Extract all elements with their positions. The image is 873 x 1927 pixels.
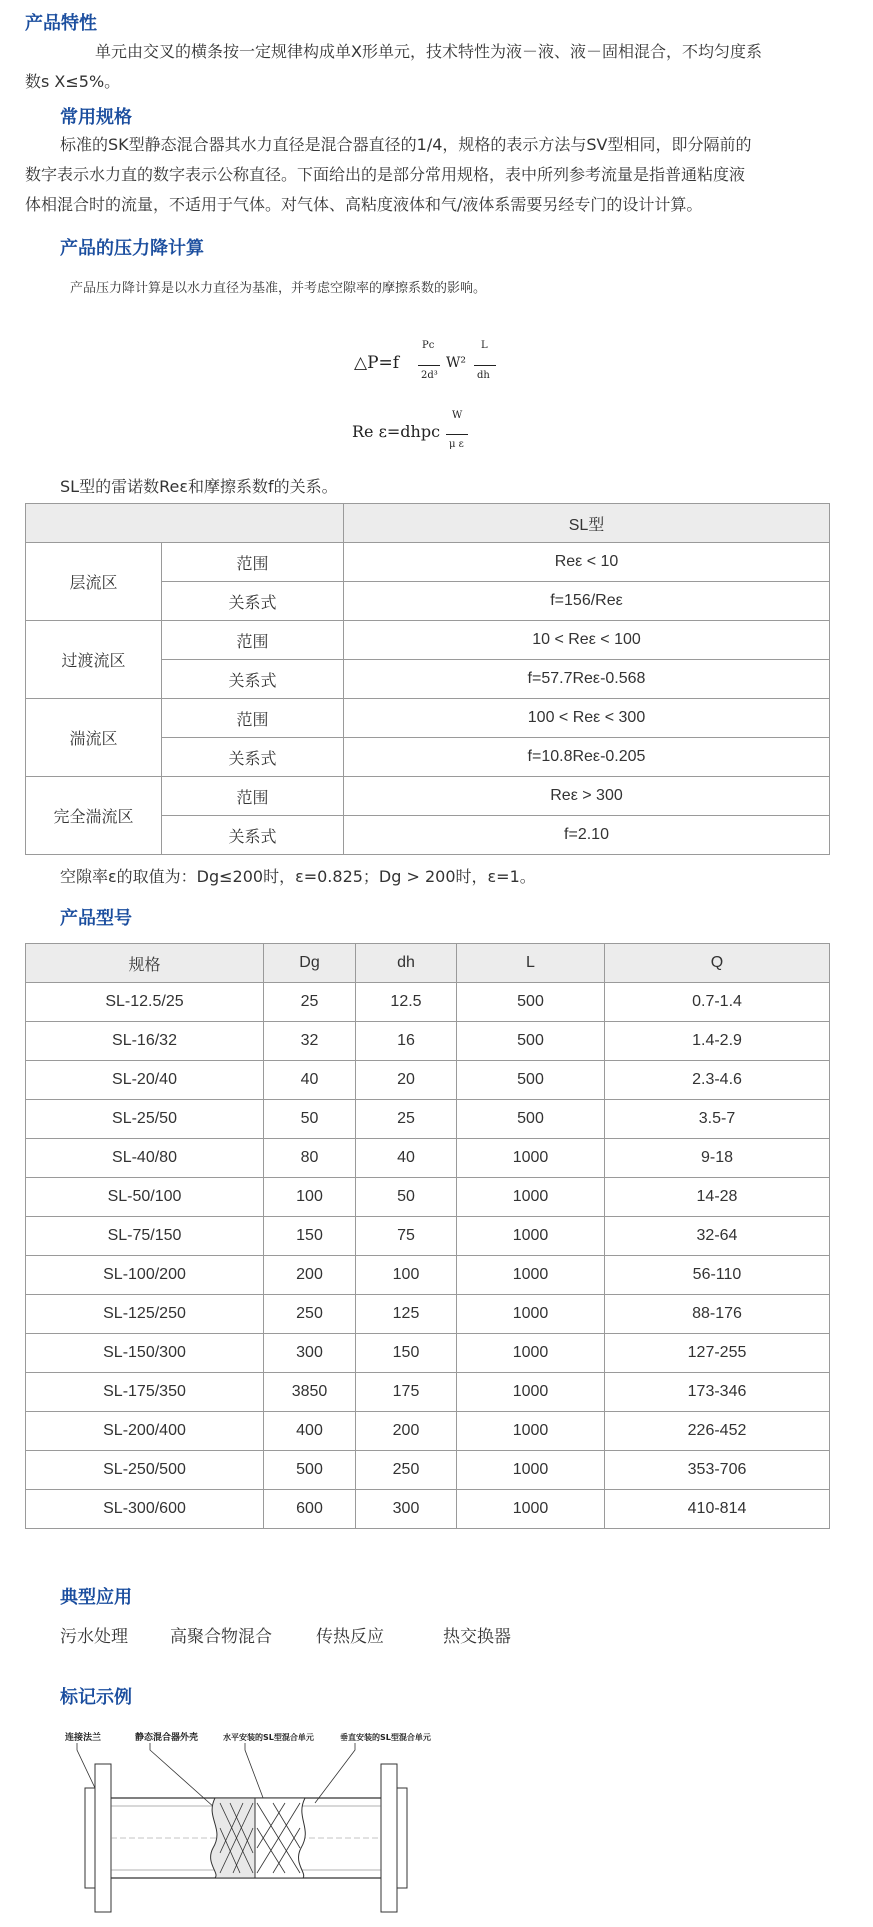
relation-label: 关系式 <box>162 660 344 699</box>
relation-header-blank <box>26 504 344 543</box>
left-flange <box>95 1764 111 1912</box>
relation-row <box>26 777 830 816</box>
formula2-frac-num: W <box>452 410 463 421</box>
marking-heading: 标记示例 <box>60 1687 132 1708</box>
applications-list <box>0 1622 873 1646</box>
formula1-lhs: △P=f <box>354 353 400 373</box>
cell-dh: 16 <box>356 1022 457 1061</box>
formula1-frac2-bar <box>474 365 496 366</box>
model-row <box>26 983 830 1022</box>
cell-l: 1000 <box>457 1373 605 1412</box>
pressure-heading: 产品的压力降计算 <box>60 238 204 259</box>
cell-q: 226-452 <box>605 1412 830 1451</box>
cell-dh: 40 <box>356 1139 457 1178</box>
cell-q: 0.7-1.4 <box>605 983 830 1022</box>
cell-spec: SL-250/500 <box>26 1451 264 1490</box>
formula2-frac-bar <box>446 434 468 435</box>
cell-spec: SL-25/50 <box>26 1100 264 1139</box>
col-header-dg: Dg <box>264 944 356 983</box>
cell-q: 32-64 <box>605 1217 830 1256</box>
model-row <box>26 1373 830 1412</box>
label-flange: 连接法兰 <box>65 1733 102 1743</box>
relation-value: f=156/Reε <box>344 582 830 621</box>
relation-label: 关系式 <box>162 816 344 855</box>
cell-spec: SL-20/40 <box>26 1061 264 1100</box>
range-label: 范围 <box>162 543 344 582</box>
formula-reynolds <box>352 410 502 460</box>
relation-header-row <box>26 504 830 543</box>
cell-dh: 50 <box>356 1178 457 1217</box>
relation-row <box>26 621 830 660</box>
range-value: Reε < 10 <box>344 543 830 582</box>
cell-dh: 12.5 <box>356 983 457 1022</box>
model-row <box>26 1256 830 1295</box>
formula1-mid: W² <box>446 355 467 371</box>
cell-dg: 300 <box>264 1334 356 1373</box>
cell-dg: 40 <box>264 1061 356 1100</box>
relation-row <box>26 543 830 582</box>
cell-dg: 25 <box>264 983 356 1022</box>
col-header-spec: 规格 <box>26 944 264 983</box>
relation-row <box>26 699 830 738</box>
mixing-elements <box>211 1798 306 1878</box>
cell-dg: 32 <box>264 1022 356 1061</box>
region-name: 湍流区 <box>26 699 162 777</box>
features-heading: 产品特性 <box>25 13 97 34</box>
application-item: 传热反应 <box>316 1627 384 1647</box>
cell-q: 9-18 <box>605 1139 830 1178</box>
cell-l: 1000 <box>457 1178 605 1217</box>
cell-dh: 300 <box>356 1490 457 1529</box>
relation-header-sl: SL型 <box>344 504 830 543</box>
cell-l: 500 <box>457 1100 605 1139</box>
specs-text-line1: 标准的SK型静态混合器其水力直径是混合器直径的1/4，规格的表示方法与SV型相同，即分隔前的 <box>60 135 752 154</box>
cell-q: 127-255 <box>605 1334 830 1373</box>
relation-caption: SL型的雷诺数Reε和摩擦系数f的关系。 <box>60 477 338 496</box>
model-row <box>26 1490 830 1529</box>
cell-l: 500 <box>457 1022 605 1061</box>
cell-dh: 175 <box>356 1373 457 1412</box>
cell-dg: 50 <box>264 1100 356 1139</box>
cell-spec: SL-100/200 <box>26 1256 264 1295</box>
model-row <box>26 1061 830 1100</box>
col-header-dh: dh <box>356 944 457 983</box>
cell-dg: 80 <box>264 1139 356 1178</box>
cell-spec: SL-125/250 <box>26 1295 264 1334</box>
cell-q: 3.5-7 <box>605 1100 830 1139</box>
features-text-line2: 数s X≤5%。 <box>25 72 121 91</box>
mixer-diagram <box>55 1728 445 1922</box>
formula2-frac-den: μ ε <box>449 439 464 450</box>
cell-q: 173-346 <box>605 1373 830 1412</box>
cell-l: 1000 <box>457 1451 605 1490</box>
specs-heading: 常用规格 <box>60 107 132 128</box>
models-table <box>25 943 830 1529</box>
cell-l: 1000 <box>457 1412 605 1451</box>
cell-spec: SL-75/150 <box>26 1217 264 1256</box>
model-row <box>26 1022 830 1061</box>
cell-dg: 400 <box>264 1412 356 1451</box>
cell-q: 56-110 <box>605 1256 830 1295</box>
cell-q: 1.4-2.9 <box>605 1022 830 1061</box>
cell-spec: SL-40/80 <box>26 1139 264 1178</box>
cell-dg: 3850 <box>264 1373 356 1412</box>
formula1-frac1-num: Pc <box>422 340 435 351</box>
label-horizontal-unit: 水平安装的SL型混合单元 <box>223 1733 314 1742</box>
models-header-row <box>26 944 830 983</box>
cell-dh: 125 <box>356 1295 457 1334</box>
cell-l: 1000 <box>457 1256 605 1295</box>
cell-q: 410-814 <box>605 1490 830 1529</box>
model-row <box>26 1295 830 1334</box>
cell-dh: 20 <box>356 1061 457 1100</box>
model-row <box>26 1412 830 1451</box>
formula-pressure-drop <box>354 340 514 390</box>
voidage-footnote: 空隙率ε的取值为：Dg≤200时，ε=0.825；Dg > 200时，ε=1。 <box>60 867 536 886</box>
features-text-line1: 单元由交叉的横条按一定规律构成单X形单元，技术特性为液－液、液－固相混合，不均匀度系 <box>95 42 762 61</box>
cell-dg: 100 <box>264 1178 356 1217</box>
col-header-l: L <box>457 944 605 983</box>
model-row <box>26 1178 830 1217</box>
applications-heading: 典型应用 <box>60 1587 132 1608</box>
formula1-frac2-num: L <box>481 340 488 351</box>
cell-dh: 150 <box>356 1334 457 1373</box>
model-row <box>26 1451 830 1490</box>
cell-q: 14-28 <box>605 1178 830 1217</box>
cell-spec: SL-200/400 <box>26 1412 264 1451</box>
cell-spec: SL-50/100 <box>26 1178 264 1217</box>
cell-l: 1000 <box>457 1295 605 1334</box>
model-row <box>26 1217 830 1256</box>
range-label: 范围 <box>162 777 344 816</box>
application-item: 污水处理 <box>60 1627 128 1647</box>
formula2-lhs: Re ε=dhpc <box>352 422 441 441</box>
specs-text-line3: 体相混合时的流量，不适用于气体。对气体、高粘度液体和气/液体系需要另经专门的设计计算。 <box>25 195 703 214</box>
models-heading: 产品型号 <box>60 908 132 929</box>
relation-value: f=10.8Reε-0.205 <box>344 738 830 777</box>
formula1-frac2-den: dh <box>477 370 490 381</box>
cell-spec: SL-12.5/25 <box>26 983 264 1022</box>
model-row <box>26 1334 830 1373</box>
cell-l: 1000 <box>457 1139 605 1178</box>
relation-value: f=57.7Reε-0.568 <box>344 660 830 699</box>
region-name: 完全湍流区 <box>26 777 162 855</box>
right-flange <box>381 1764 397 1912</box>
application-item: 高聚合物混合 <box>170 1627 272 1647</box>
application-item: 热交换器 <box>443 1627 511 1647</box>
cell-dg: 250 <box>264 1295 356 1334</box>
cell-dg: 500 <box>264 1451 356 1490</box>
cell-dh: 250 <box>356 1451 457 1490</box>
range-label: 范围 <box>162 699 344 738</box>
col-header-q: Q <box>605 944 830 983</box>
region-name: 过渡流区 <box>26 621 162 699</box>
cell-dg: 600 <box>264 1490 356 1529</box>
formula1-frac1-bar <box>418 365 440 366</box>
cell-spec: SL-150/300 <box>26 1334 264 1373</box>
formula1-frac1-den: 2d³ <box>421 370 438 381</box>
range-value: Reε > 300 <box>344 777 830 816</box>
relation-table <box>25 503 830 855</box>
relation-label: 关系式 <box>162 582 344 621</box>
cell-spec: SL-300/600 <box>26 1490 264 1529</box>
relation-label: 关系式 <box>162 738 344 777</box>
cell-l: 1000 <box>457 1334 605 1373</box>
cell-spec: SL-16/32 <box>26 1022 264 1061</box>
cell-l: 1000 <box>457 1490 605 1529</box>
relation-value: f=2.10 <box>344 816 830 855</box>
cell-dh: 75 <box>356 1217 457 1256</box>
cell-spec: SL-175/350 <box>26 1373 264 1412</box>
range-label: 范围 <box>162 621 344 660</box>
cell-q: 2.3-4.6 <box>605 1061 830 1100</box>
cell-dg: 200 <box>264 1256 356 1295</box>
specs-text-line2: 数字表示水力直的数字表示公称直径。下面给出的是部分常用规格，表中所列参考流量是指普通粘度液 <box>25 165 746 184</box>
model-row <box>26 1139 830 1178</box>
region-name: 层流区 <box>26 543 162 621</box>
cell-q: 88-176 <box>605 1295 830 1334</box>
model-row <box>26 1100 830 1139</box>
label-housing: 静态混合器外壳 <box>135 1733 199 1743</box>
cell-l: 500 <box>457 1061 605 1100</box>
cell-q: 353-706 <box>605 1451 830 1490</box>
cell-dh: 25 <box>356 1100 457 1139</box>
pressure-note: 产品压力降计算是以水力直径为基准，并考虑空隙率的摩擦系数的影响。 <box>70 281 487 296</box>
range-value: 100 < Reε < 300 <box>344 699 830 738</box>
cell-dh: 100 <box>356 1256 457 1295</box>
cell-dh: 200 <box>356 1412 457 1451</box>
label-vertical-unit: 垂直安装的SL型混合单元 <box>340 1733 431 1742</box>
cell-l: 500 <box>457 983 605 1022</box>
cell-l: 1000 <box>457 1217 605 1256</box>
range-value: 10 < Reε < 100 <box>344 621 830 660</box>
cell-dg: 150 <box>264 1217 356 1256</box>
